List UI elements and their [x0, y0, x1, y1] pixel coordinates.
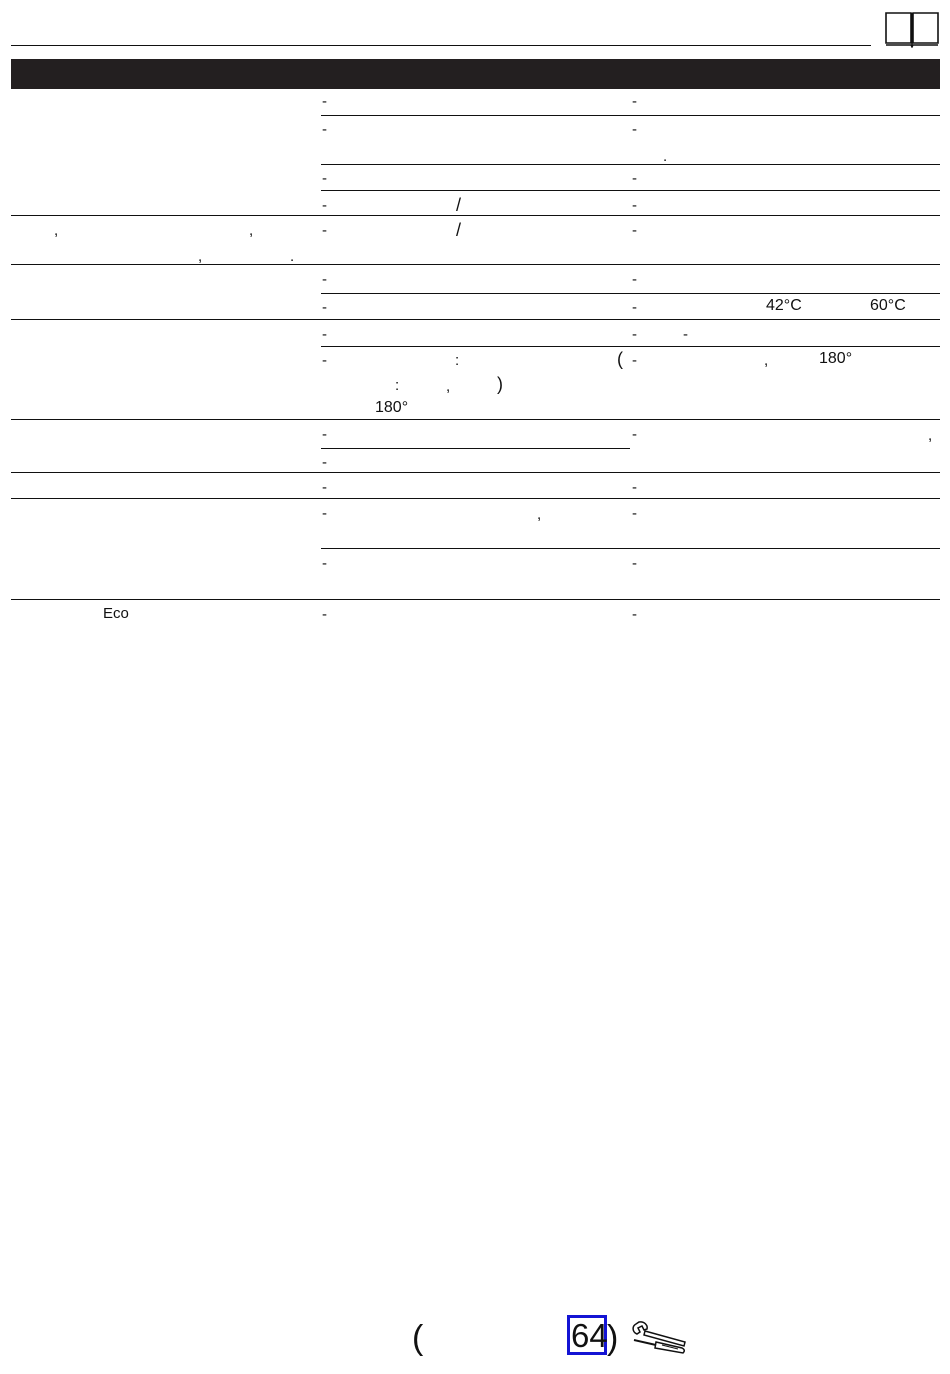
- temperature-42: 42°C: [766, 297, 802, 314]
- footer-open-paren: (: [412, 1319, 424, 1357]
- dash: -: [322, 197, 327, 214]
- dash: -: [322, 222, 327, 239]
- colon-mark: :: [395, 377, 400, 394]
- dash: -: [632, 505, 637, 522]
- row-divider: [321, 448, 630, 449]
- row-divider: [321, 190, 940, 191]
- row-divider: [11, 498, 940, 499]
- open-paren-mark: (: [617, 349, 623, 369]
- dash: -: [632, 326, 637, 343]
- top-rule: [11, 45, 871, 46]
- dash: -: [322, 454, 327, 471]
- row-divider: [11, 419, 940, 420]
- dash: -: [632, 606, 637, 623]
- dash: -: [322, 352, 327, 369]
- table-header-bar: [11, 59, 940, 89]
- dash: -: [632, 479, 637, 496]
- degrees-180: 180°: [819, 350, 853, 367]
- footer-close-paren: ): [607, 1319, 619, 1357]
- dash: -: [632, 555, 637, 572]
- row-divider: [11, 215, 940, 216]
- comma-mark: ,: [249, 222, 254, 239]
- row-divider: [321, 164, 940, 165]
- row-divider: [321, 346, 940, 347]
- row-divider: [321, 548, 940, 549]
- dash: -: [632, 121, 637, 138]
- comma-mark: ,: [54, 222, 59, 239]
- dash: -: [322, 606, 327, 623]
- dash: -: [632, 271, 637, 288]
- comma-mark: ,: [764, 352, 769, 369]
- period-mark: .: [663, 148, 668, 165]
- dash: -: [632, 426, 637, 443]
- dash: -: [683, 326, 688, 343]
- dash: -: [632, 222, 637, 239]
- degrees-180: 180°: [375, 399, 409, 416]
- row-divider: [321, 293, 940, 294]
- page-number: 64: [567, 1315, 607, 1355]
- row-divider: [321, 115, 940, 116]
- eco-label: Eco: [103, 605, 129, 622]
- dash: -: [322, 505, 327, 522]
- comma-mark: ,: [198, 248, 203, 265]
- dash: -: [322, 555, 327, 572]
- row-divider: [11, 599, 940, 600]
- dash: -: [632, 299, 637, 316]
- dash: -: [632, 93, 637, 110]
- comma-mark: ,: [537, 506, 542, 523]
- dash: -: [322, 271, 327, 288]
- dash: -: [322, 299, 327, 316]
- temperature-60: 60°C: [870, 297, 906, 314]
- dash: -: [322, 121, 327, 138]
- row-divider: [11, 319, 940, 320]
- dash: -: [632, 352, 637, 369]
- comma-mark: ,: [446, 378, 451, 395]
- period-mark: .: [290, 248, 295, 265]
- slash-mark: /: [456, 220, 462, 240]
- row-divider: [11, 264, 940, 265]
- dash: -: [322, 426, 327, 443]
- dash: -: [322, 93, 327, 110]
- tools-icon: [630, 1318, 688, 1356]
- dash: -: [322, 479, 327, 496]
- slash-mark: /: [456, 195, 462, 215]
- close-paren-mark: ): [497, 374, 503, 394]
- book-icon: [884, 10, 940, 48]
- row-divider: [11, 472, 940, 473]
- dash: -: [632, 197, 637, 214]
- dash: -: [322, 170, 327, 187]
- comma-mark: ,: [928, 427, 933, 444]
- dash: -: [632, 170, 637, 187]
- colon-mark: :: [455, 352, 460, 369]
- dash: -: [322, 326, 327, 343]
